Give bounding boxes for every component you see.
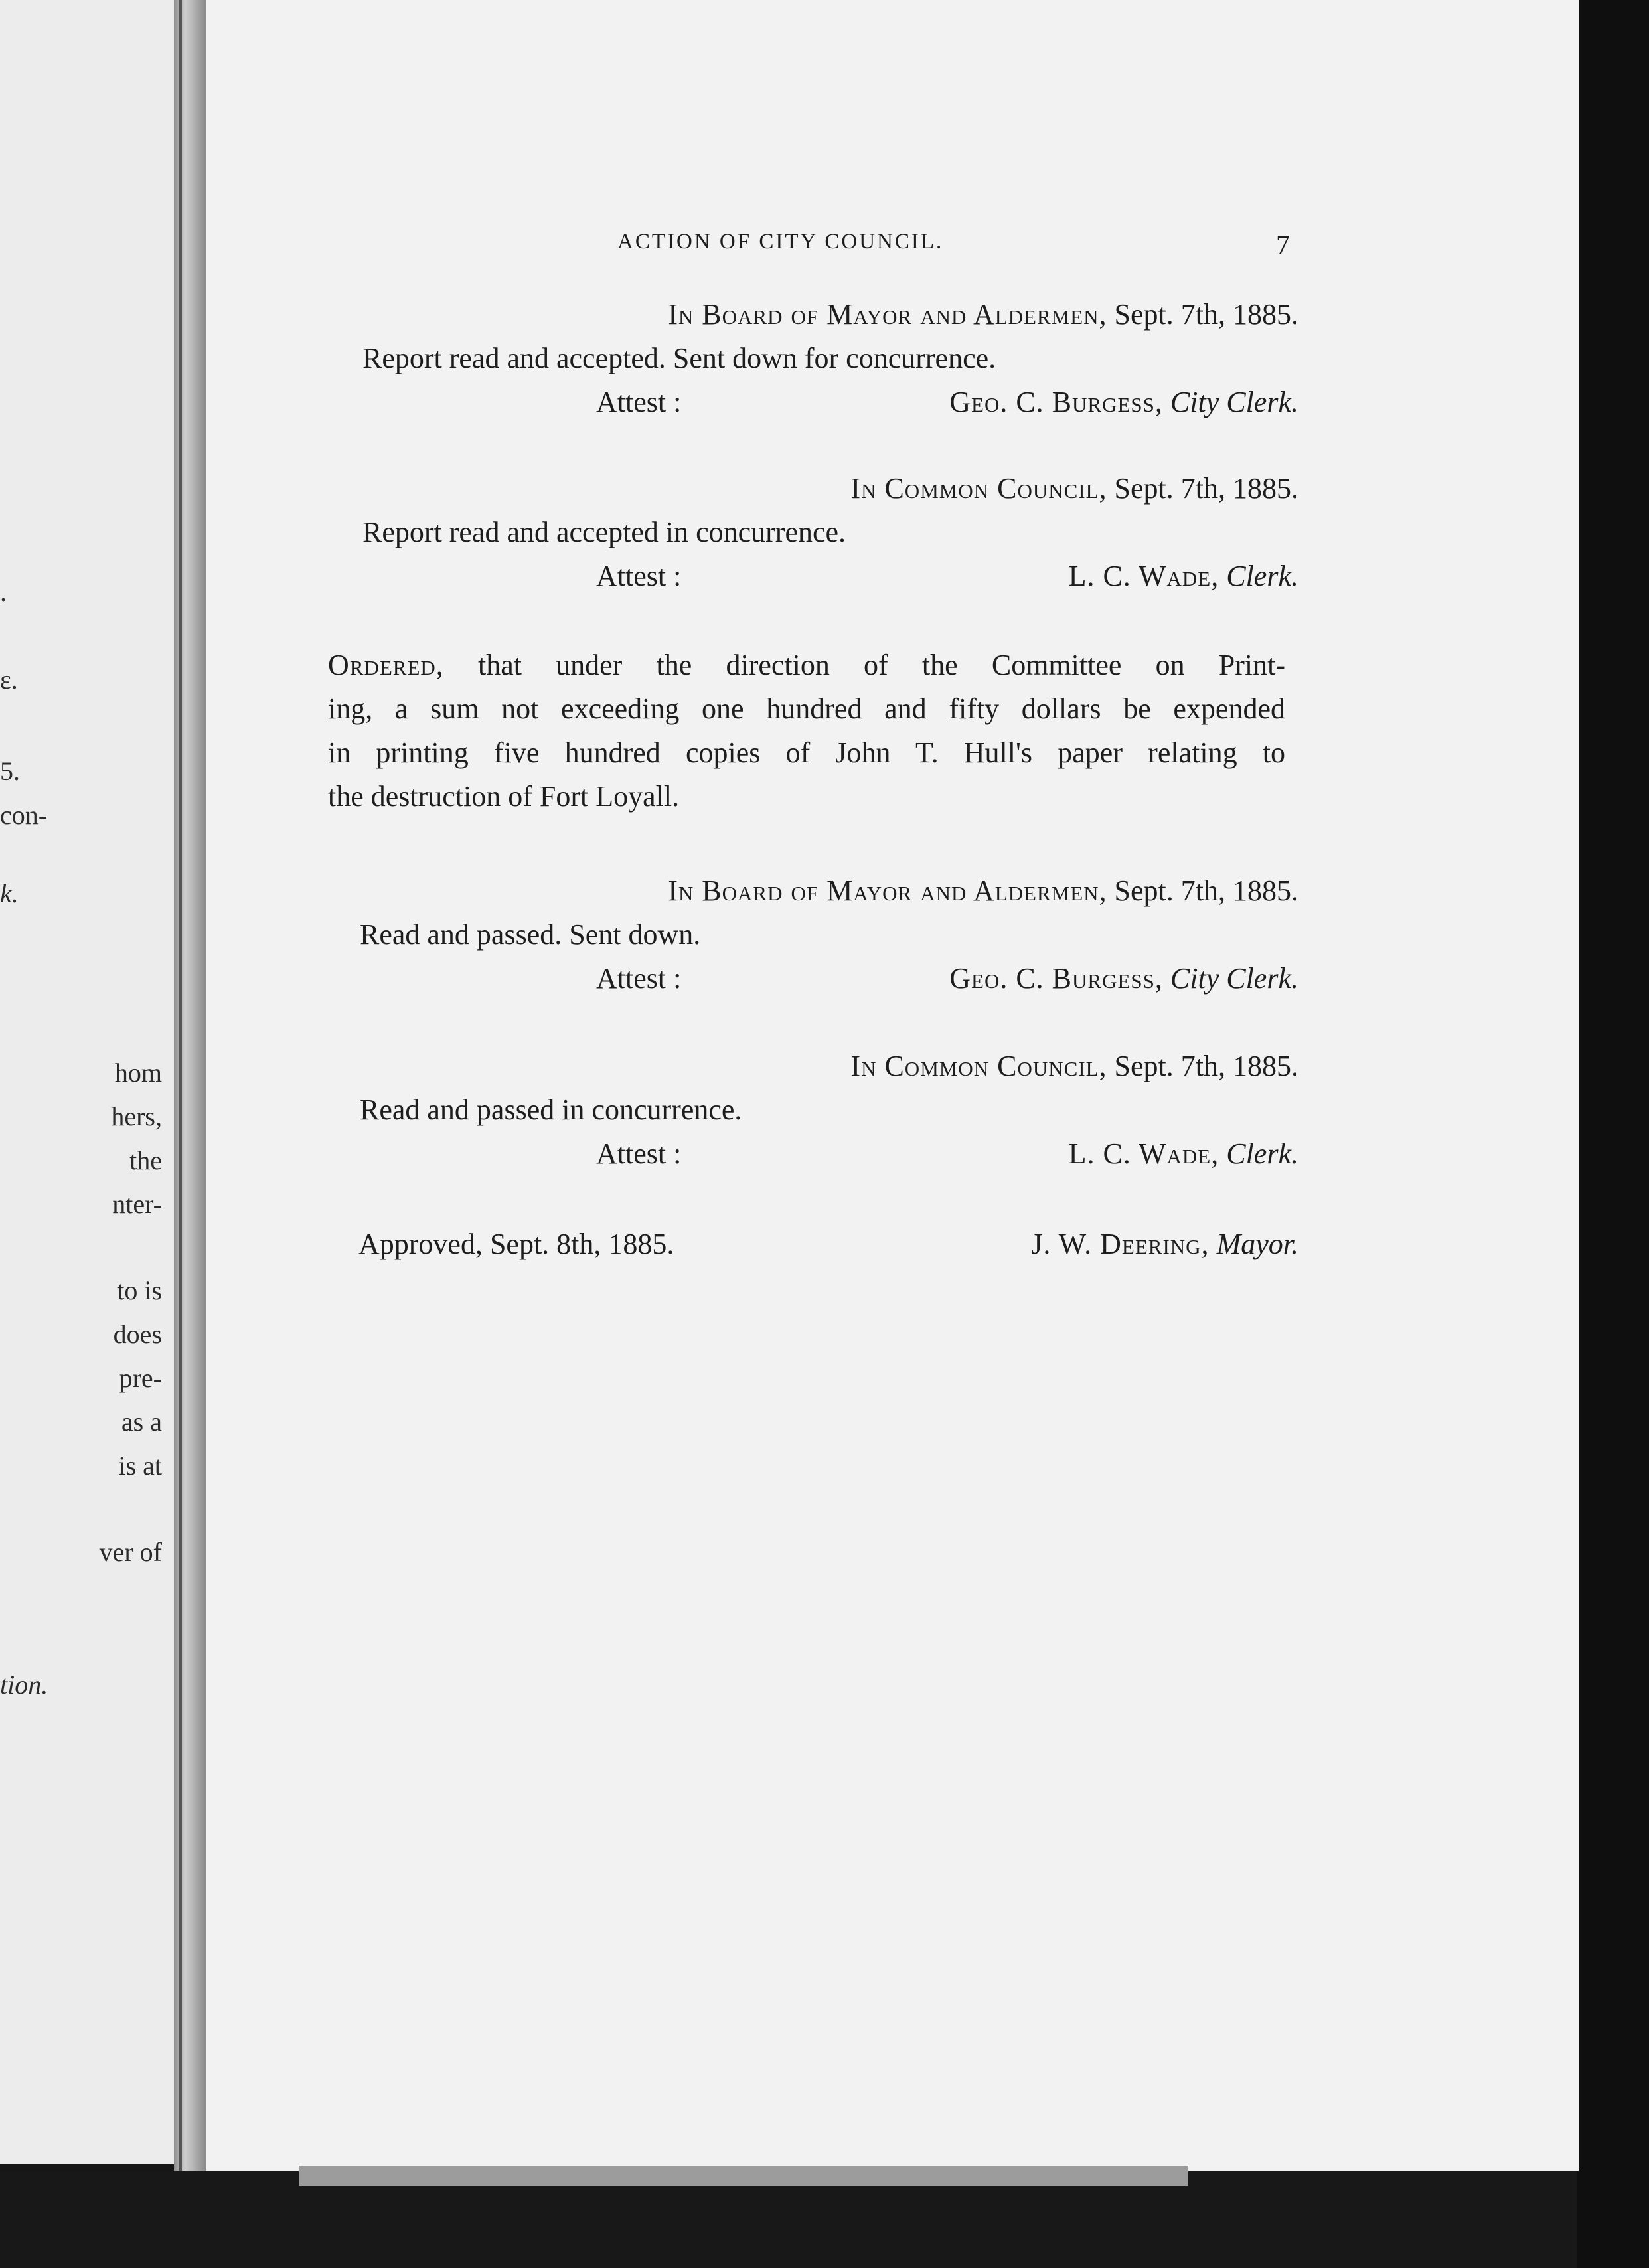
left-fragment: 5. [0,756,20,786]
attest-signature [1069,562,1298,591]
attest-name: L. C. Wade, [1068,1137,1219,1170]
page-number: 7 [1276,230,1290,261]
left-fragment: . [0,577,7,607]
document-page [206,0,1579,2171]
board-heading-date: Sept. 7th, 1885. [1107,298,1298,331]
left-fragment: as a [121,1407,162,1437]
mayor-name: J. W. Deering, [1031,1228,1210,1260]
running-header: ACTION OF CITY COUNCIL. [617,230,944,254]
left-fragment: is at [118,1451,162,1481]
attest-title: City Clerk. [1170,386,1298,418]
order-lead: Ordered, [328,649,444,681]
left-fragment: does [113,1319,162,1349]
board-heading [668,300,1298,329]
left-fragment: pre- [119,1363,162,1393]
left-fragment: to is [117,1275,162,1305]
council-heading [850,474,1298,503]
left-facing-page [0,0,176,2164]
order-line1-rest: that under the direction of the Committee on Print- [443,649,1285,681]
attest-title: Clerk. [1226,560,1298,592]
attest-name: Geo. C. Burgess, [949,386,1163,418]
attest-name: L. C. Wade, [1068,560,1219,592]
scan-background-right [1577,0,1649,2268]
left-fragment: ver of [99,1537,162,1567]
order-paragraph-line [328,651,1285,680]
attest-name: Geo. C. Burgess, [949,962,1163,995]
left-fragment: the [129,1145,162,1175]
council-heading-date: Sept. 7th, 1885. [1107,472,1298,505]
order-paragraph-line: ing, a sum not exceeding one hundred and fifty dollars be expended [328,692,1285,725]
action-line: Report read and accepted. Sent down for concurrence. [362,342,996,374]
action-line: Read and passed. Sent down. [360,918,701,951]
attest-signature [949,388,1298,417]
council-heading-body: In Common Council, [850,1050,1107,1082]
attest-signature [1069,1139,1298,1169]
board-heading-body: In Board of Mayor and Aldermen, [668,874,1107,907]
left-fragment: ε. [0,665,18,694]
council-heading [850,1052,1298,1081]
left-fragment: hers, [111,1101,162,1131]
attest-label: Attest : [596,386,682,418]
action-line: Read and passed in concurrence. [360,1094,742,1126]
mayor-signature [1031,1230,1298,1259]
council-heading-body: In Common Council, [850,472,1107,505]
left-fragment: nter- [112,1189,162,1219]
attest-label: Attest : [596,560,682,592]
attest-title: Clerk. [1226,1137,1298,1170]
attest-label: Attest : [596,962,682,995]
attest-signature [949,964,1298,993]
board-heading-body: In Board of Mayor and Aldermen, [668,298,1107,331]
left-fragment: con- [0,800,48,830]
gutter-fold-line [179,0,182,2171]
order-paragraph-line: the destruction of Fort Loyall. [328,780,680,813]
approval-date: Approved, Sept. 8th, 1885. [358,1228,674,1260]
mayor-title: Mayor. [1216,1228,1298,1260]
action-line: Report read and accepted in concurrence. [362,516,846,548]
left-fragment: hom [114,1058,162,1088]
attest-title: City Clerk. [1170,962,1298,995]
page-bottom-edge [299,2166,1188,2186]
order-paragraph-line: in printing five hundred copies of John T. Hull's paper relating to [328,736,1285,769]
attest-label: Attest : [596,1137,682,1170]
left-fragment: tion. [0,1670,48,1700]
board-heading [668,876,1298,906]
council-heading-date: Sept. 7th, 1885. [1107,1050,1298,1082]
board-heading-date: Sept. 7th, 1885. [1107,874,1298,907]
left-fragment: k. [0,878,19,908]
